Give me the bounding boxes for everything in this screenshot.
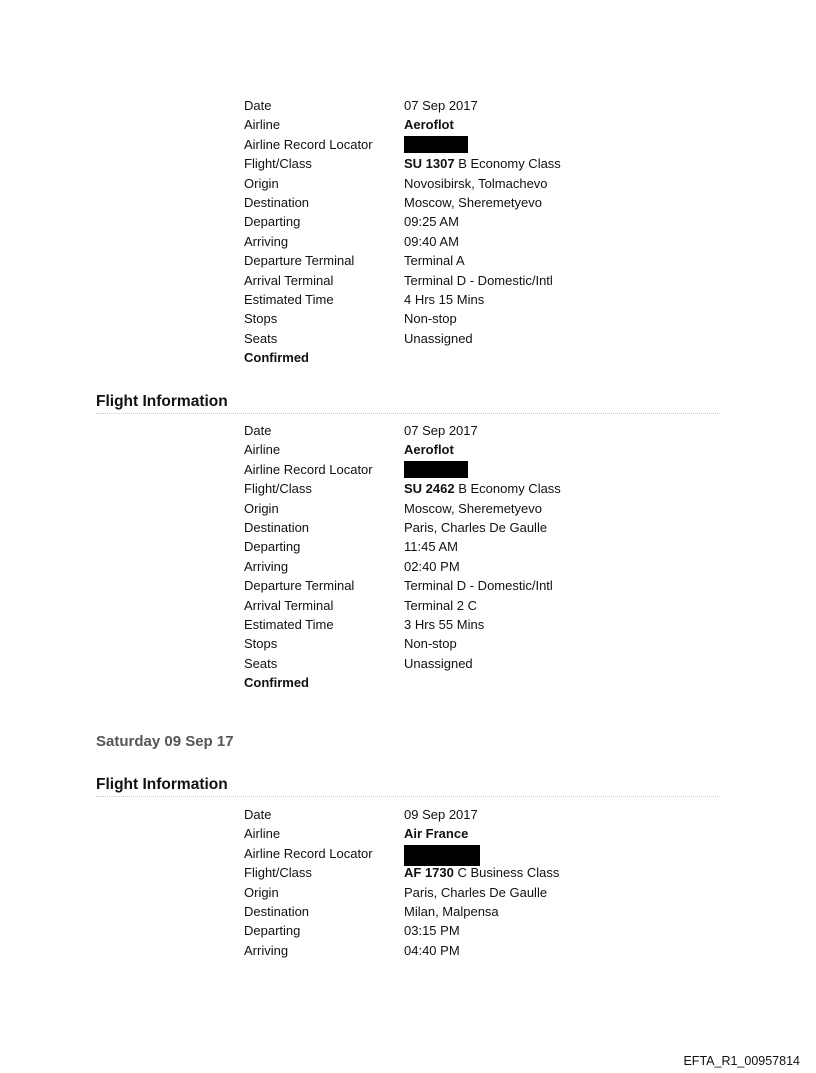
detail-label: Destination — [244, 194, 310, 210]
detail-value: 03:15 PM — [404, 923, 460, 939]
flight-code: SU 1307 — [404, 156, 455, 172]
flight-detail-row — [244, 212, 459, 231]
detail-label: Date — [244, 423, 272, 438]
flight-detail-row — [244, 518, 548, 537]
detail-label: Airline Record Locator — [244, 845, 373, 861]
flight-detail-row — [244, 96, 478, 115]
detail-label: Arriving — [244, 558, 289, 574]
detail-label: Flight/Class — [244, 865, 312, 881]
detail-value: Novosibirsk, Tolmachevo — [404, 175, 548, 191]
detail-value: Moscow, Sheremetyevo — [404, 500, 543, 516]
detail-value: Paris, Charles De Gaulle — [404, 884, 548, 900]
flight-detail-row — [244, 440, 454, 459]
flight-detail-row — [244, 499, 543, 518]
detail-value: 09 Sep 2017 — [404, 807, 478, 822]
flight-class-value — [404, 154, 561, 173]
flight-detail-row — [244, 271, 553, 290]
detail-label: Departure Terminal — [244, 578, 355, 594]
flight-detail-row — [244, 154, 561, 173]
detail-value: Terminal 2 C — [404, 597, 477, 613]
detail-value: 07 Sep 2017 — [404, 423, 478, 438]
redacted-value — [404, 460, 468, 479]
detail-label: Estimated Time — [244, 616, 334, 632]
flight-code: SU 2462 — [404, 481, 455, 497]
detail-label: Arriving — [244, 942, 289, 958]
detail-label: Airline — [244, 826, 281, 842]
flight-detail-row — [244, 421, 478, 440]
detail-label: Stops — [244, 636, 278, 652]
detail-value: 4 Hrs 15 Mins — [404, 291, 485, 307]
detail-label: Airline — [244, 442, 281, 458]
detail-label: Departing — [244, 923, 301, 939]
detail-value: Non-stop — [404, 311, 457, 327]
flight-detail-row — [244, 309, 457, 328]
detail-value: Aeroflot — [404, 442, 454, 458]
detail-label: Destination — [244, 903, 310, 919]
detail-value: Air France — [404, 826, 469, 842]
detail-value: Unassigned — [404, 330, 473, 346]
detail-label: Date — [244, 807, 272, 822]
detail-value: Unassigned — [404, 655, 473, 671]
detail-value: 3 Hrs 55 Mins — [404, 616, 485, 632]
detail-value: Terminal D - Domestic/Intl — [404, 578, 553, 594]
detail-label: Airline — [244, 117, 281, 133]
detail-value: Paris, Charles De Gaulle — [404, 519, 548, 535]
flight-class-value — [404, 479, 561, 498]
detail-label: Departure Terminal — [244, 253, 355, 269]
detail-label: Airline Record Locator — [244, 461, 373, 477]
detail-value: Non-stop — [404, 636, 457, 652]
flight-detail-row — [244, 634, 457, 653]
flight-detail-row — [244, 537, 458, 556]
detail-label: Seats — [244, 655, 278, 671]
redaction-box — [404, 461, 468, 478]
flight-detail-row — [244, 174, 548, 193]
flight-detail-row — [244, 460, 373, 479]
detail-label: Origin — [244, 884, 279, 900]
flight-detail-row — [244, 115, 454, 134]
booking-status: Confirmed — [244, 350, 309, 366]
detail-label: Departing — [244, 539, 301, 555]
flight-detail-row — [244, 479, 561, 498]
detail-label: Departing — [244, 214, 301, 230]
flight-detail-row — [244, 193, 543, 212]
flight-detail-row — [244, 576, 553, 595]
detail-value: 09:25 AM — [404, 214, 459, 230]
section-heading-flight-3: Flight Information — [96, 776, 720, 797]
flight-detail-row — [244, 596, 477, 615]
flight-detail-row — [244, 251, 465, 270]
day-heading: Saturday 09 Sep 17 — [96, 733, 234, 750]
detail-label: Date — [244, 98, 272, 113]
redaction-box — [404, 136, 468, 153]
detail-value: Terminal A — [404, 253, 465, 269]
detail-label: Stops — [244, 311, 278, 327]
flight-block-2 — [244, 421, 561, 692]
detail-label: Origin — [244, 175, 279, 191]
detail-label: Seats — [244, 330, 278, 346]
detail-label: Destination — [244, 519, 310, 535]
detail-label: Arriving — [244, 233, 289, 249]
redacted-value — [404, 135, 468, 154]
detail-value: Milan, Malpensa — [404, 903, 499, 919]
flight-detail-row — [244, 654, 473, 673]
flight-detail-row — [244, 329, 473, 348]
redacted-value — [404, 844, 480, 865]
detail-label: Airline Record Locator — [244, 136, 373, 152]
booking-class: B Economy Class — [458, 156, 561, 172]
detail-label: Arrival Terminal — [244, 597, 334, 613]
detail-value: 07 Sep 2017 — [404, 98, 478, 113]
section-heading-flight-2: Flight Information — [96, 393, 720, 414]
booking-class: B Economy Class — [458, 481, 561, 497]
flight-detail-row — [244, 232, 459, 251]
detail-value: Moscow, Sheremetyevo — [404, 194, 543, 210]
detail-value: 04:40 PM — [404, 942, 460, 958]
flight-detail-row — [244, 557, 460, 576]
document-footer-id: EFTA_R1_00957814 — [683, 1054, 800, 1068]
flight-block-1 — [244, 96, 561, 367]
detail-value: 11:45 AM — [404, 539, 458, 555]
flight-detail-row — [244, 290, 485, 309]
detail-value: 09:40 AM — [404, 233, 459, 249]
booking-class: C Business Class — [457, 865, 560, 881]
detail-label: Arrival Terminal — [244, 272, 334, 288]
booking-status: Confirmed — [244, 675, 309, 691]
detail-label: Flight/Class — [244, 481, 312, 497]
detail-value: 02:40 PM — [404, 558, 460, 574]
flight-detail-row — [244, 135, 373, 154]
detail-label: Origin — [244, 500, 279, 516]
flight-detail-row — [244, 615, 485, 634]
flight-class-value — [404, 863, 559, 882]
detail-value: Aeroflot — [404, 117, 454, 133]
detail-label: Flight/Class — [244, 156, 312, 172]
detail-label: Estimated Time — [244, 291, 334, 307]
flight-code: AF 1730 — [404, 865, 454, 881]
detail-value: Terminal D - Domestic/Intl — [404, 272, 553, 288]
